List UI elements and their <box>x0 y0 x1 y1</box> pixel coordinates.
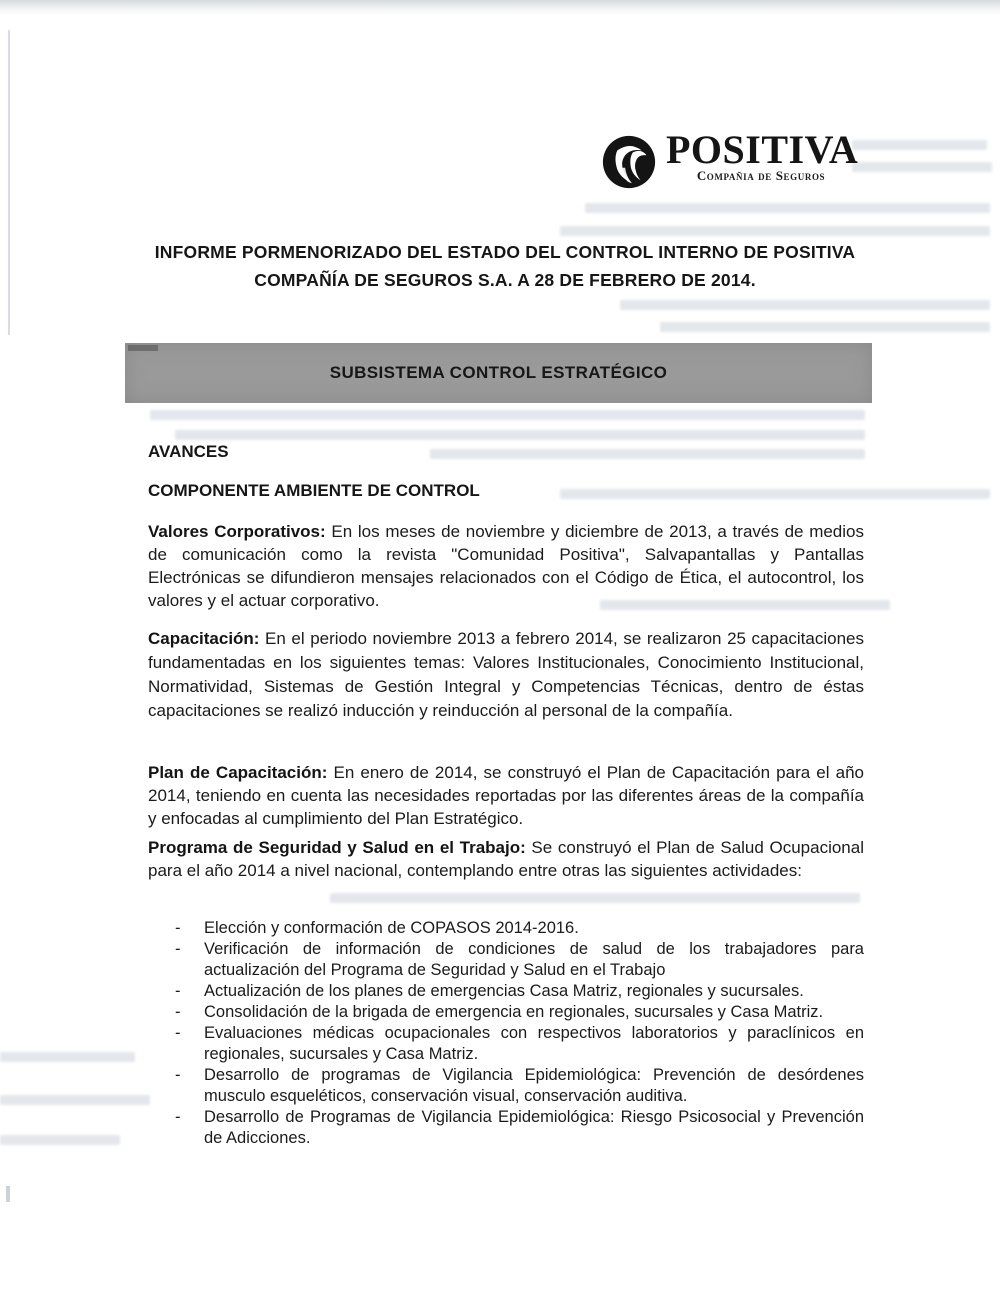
paragraph-plan-de-capacitacion <box>148 761 864 830</box>
bleedthrough-artifact <box>620 300 990 310</box>
bleedthrough-artifact <box>852 162 992 172</box>
title-line-2: COMPAÑÍA DE SEGUROS S.A. A 28 DE FEBRERO DE 2014. <box>254 270 756 290</box>
bleedthrough-artifact <box>430 449 865 459</box>
bullet-marker: - <box>175 940 181 958</box>
list-item <box>173 1023 864 1065</box>
bullet-marker: - <box>175 919 181 937</box>
paragraph-valores-corporativos <box>148 520 864 612</box>
logo-text <box>666 127 859 184</box>
list-item-text: Desarrollo de Programas de Vigilancia Epidemiológica: Riesgo Psicosocial y Prevención de Adicciones. <box>204 1108 864 1147</box>
bleedthrough-artifact <box>560 489 990 499</box>
bleedthrough-artifact <box>0 1095 150 1105</box>
bleedthrough-artifact <box>585 203 990 213</box>
scan-edge-artifact <box>0 0 1000 16</box>
paragraph-body: En el periodo noviembre 2013 a febrero 2014, se realizaron 25 capacitaciones fundamentadas en los siguientes temas: Valores Institucionales, Conocimiento Institucional, Normatividad, Sistemas de Gestión Integral y Competencias Técnicas, dentro de éstas capacitaciones se realizó inducción y reinducción al personal de la compañía. <box>148 629 864 720</box>
paragraph-lead: Capacitación: <box>148 629 260 648</box>
scan-smudge-artifact <box>6 1186 10 1202</box>
title-line-1: INFORME PORMENORIZADO DEL ESTADO DEL CONTROL INTERNO DE POSITIVA <box>154 242 856 262</box>
list-item <box>173 939 864 981</box>
paragraph-body: Se construyó el Plan de Salud Ocupacional para el año 2014 a nivel nacional, contemplando entre otras las siguientes actividades: <box>148 838 864 880</box>
list-item-text: Desarrollo de programas de Vigilancia Epidemiológica: Prevención de desórdenes musculo esqueléticos, conservación visual, conservación auditiva. <box>204 1066 864 1105</box>
logo-tagline-text: Compañia de Seguros <box>696 168 826 183</box>
list-item <box>173 1002 864 1023</box>
bullet-marker: - <box>175 1003 181 1021</box>
section-banner <box>125 343 872 403</box>
list-item <box>173 1065 864 1107</box>
bleedthrough-artifact <box>0 1052 135 1062</box>
paragraph-capacitacion <box>148 627 864 723</box>
activities-list <box>173 918 864 1149</box>
bleedthrough-artifact <box>330 893 860 903</box>
positiva-logo <box>600 129 860 199</box>
paragraph-lead: Valores Corporativos: <box>148 522 326 541</box>
section-banner-label: SUBSISTEMA CONTROL ESTRATÉGICO <box>329 363 668 382</box>
bullet-marker: - <box>175 1024 181 1042</box>
bleedthrough-artifact <box>0 1135 120 1145</box>
list-item-text: Consolidación de la brigada de emergencia en regionales, sucursales y Casa Matriz. <box>204 1003 824 1021</box>
bleedthrough-artifact <box>852 140 987 150</box>
bullet-marker: - <box>175 982 181 1000</box>
list-item-text: Actualización de los planes de emergencias Casa Matriz, regionales y sucursales. <box>204 982 804 1000</box>
scan-smudge-artifact <box>128 345 158 351</box>
logo-brand-text: POSITIVA <box>666 127 859 172</box>
positiva-logo-icon <box>600 133 658 191</box>
list-item <box>173 918 864 939</box>
paragraph-lead: Plan de Capacitación: <box>148 763 328 782</box>
paragraph-body: En los meses de noviembre y diciembre de 2013, a través de medios de comunicación como la revista "Comunidad Positiva", Salvapantallas y Pantallas Electrónicas se difundieron mensajes relacionados con el Código de Ética, el autocontrol, los valores y el actuar corporativo. <box>148 522 864 610</box>
paragraph-body: En enero de 2014, se construyó el Plan de Capacitación para el año 2014, teniendo en cuenta las necesidades reportadas por las diferentes áreas de la compañía y enfocadas al cumplimiento del Plan Estratégico. <box>148 763 864 828</box>
heading-avances: AVANCES <box>148 442 229 461</box>
list-item-text: Verificación de información de condiciones de salud de los trabajadores para actualización del Programa de Seguridad y Salud en el Trabajo <box>204 940 864 979</box>
bleedthrough-artifact <box>150 410 865 420</box>
list-item <box>173 1107 864 1149</box>
document-title <box>125 238 885 294</box>
bullet-marker: - <box>175 1066 181 1084</box>
paragraph-lead: Programa de Seguridad y Salud en el Trabajo: <box>148 838 526 857</box>
bleedthrough-artifact <box>660 322 990 332</box>
bleedthrough-artifact <box>560 226 990 236</box>
bleedthrough-artifact <box>175 430 865 440</box>
list-item-text: Elección y conformación de COPASOS 2014-2016. <box>204 919 579 937</box>
paragraph-programa-seguridad-salud <box>148 836 864 882</box>
list-item <box>173 981 864 1002</box>
bullet-marker: - <box>175 1108 181 1126</box>
heading-componente: COMPONENTE AMBIENTE DE CONTROL <box>148 481 480 500</box>
scan-edge-artifact <box>8 30 10 335</box>
list-item-text: Evaluaciones médicas ocupacionales con respectivos laboratorios y paraclínicos en regionales, sucursales y Casa Matriz. <box>204 1024 864 1063</box>
